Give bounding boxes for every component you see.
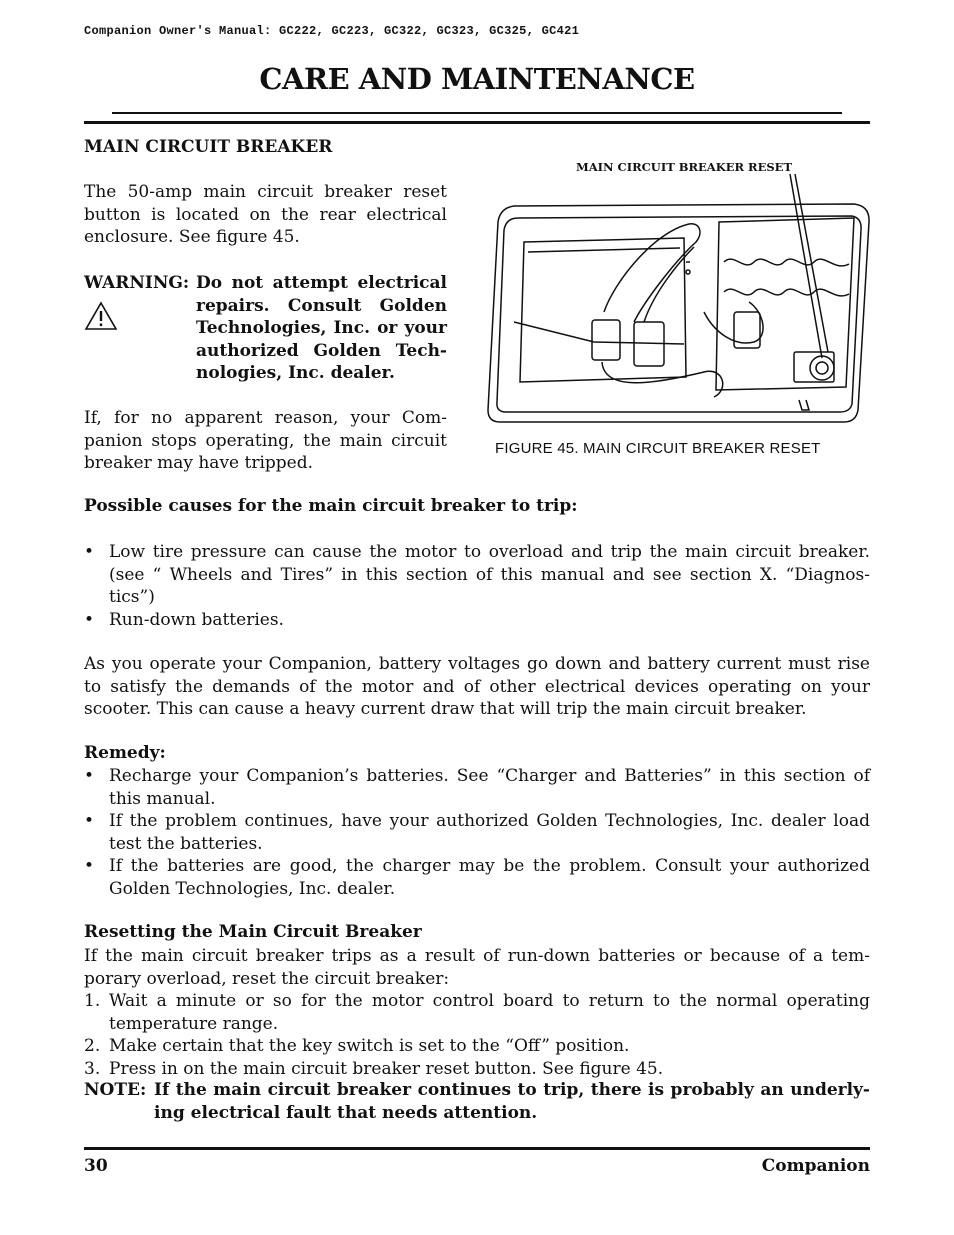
list-item [84,1035,870,1058]
warning-line: nologies, Inc. dealer. [196,363,395,383]
manual-header: Companion Owner's Manual: GC222, GC223, GC322, GC323, GC325, GC421 [84,24,580,38]
list-item-text: If the problem continues, have your authorized Golden Technologies, Inc. dealer load test the batteries. [109,811,870,854]
title-rule-thick [84,121,870,124]
list-item-text: Recharge your Companion’s batteries. See “Charger and Batteries” in this section of this manual. [109,766,870,809]
step-number: 3. [84,1058,101,1079]
step-text: Make certain that the key switch is set to the “Off” position. [109,1036,630,1056]
intro-line: button is located on the rear electrical [84,204,447,225]
page-title: CARE AND MAINTENANCE [259,62,695,96]
list-item-text: Low tire pressure can cause the motor to overload and trip the main circuit breaker. (see “ Wheels and Tires” in this section of this manual and see section X. “Diagnos-tics”) [109,542,870,607]
list-item: • Low tire pressure can cause the motor to overload and trip the main circuit breaker. (see “ Wheels and Tires” in this section of this manual and see section X. “Diagnos-tics”) [84,542,870,607]
intro-line: enclosure. See figure 45. [84,227,300,247]
intro-paragraph [84,181,447,249]
figure-label: MAIN CIRCUIT BREAKER RESET [576,160,792,174]
note-label: NOTE: [84,1080,147,1100]
if-paragraph [84,407,447,475]
list-item: • Run-down batteries. [84,609,284,630]
step-text: Wait a minute or so for the motor control board to return to the normal operating temperature range. [109,991,870,1034]
warning-line: repairs. Consult Golden [196,295,447,316]
figure-caption: FIGURE 45. MAIN CIRCUIT BREAKER RESET [495,440,821,457]
step-text: Press in on the main circuit breaker reset button. See figure 45. [109,1058,664,1079]
list-item-text: Run-down batteries. [109,609,284,630]
list-item [84,1058,870,1081]
warning-triangle-icon [84,301,118,331]
list-item: • If the batteries are good, the charger may be the problem. Consult your authorized Golden Technologies, Inc. dealer. [84,856,870,899]
operate-paragraph: As you operate your Companion, battery voltages go down and battery current must rise to satisfy the demands of the motor and of other electrical devices operating on your scooter. This can cause a heavy current draw that will trip the main circuit breaker. [84,654,870,719]
remedy-list [84,765,870,900]
step-number: 2. [84,1036,101,1056]
reset-intro: If the main circuit breaker trips as a result of run-down batteries or because of a tem-porary overload, reset the circuit breaker: [84,946,870,989]
warning-line: authorized Golden Tech- [196,340,447,361]
warning-line: Do not attempt electrical [196,273,447,293]
if-line: breaker may have tripped. [84,453,314,473]
reset-steps [84,990,870,1080]
note-text: If the main circuit breaker continues to trip, there is probably an underly-ing electrical fault that needs attention. [154,1080,870,1123]
list-item: • If the problem continues, have your authorized Golden Technologies, Inc. dealer load test the batteries. [84,811,870,854]
step-number: 1. [84,991,101,1011]
list-item: • Recharge your Companion’s batteries. See “Charger and Batteries” in this section of this manual. [84,766,870,809]
if-line: panion stops operating, the main circuit [84,430,447,451]
list-item [84,990,870,1035]
causes-heading: Possible causes for the main circuit breaker to trip: [84,496,578,516]
title-rule-thin [112,112,842,114]
circuit-breaker-figure [484,172,874,430]
remedy-heading: Remedy: [84,743,166,763]
intro-line: The 50-amp main circuit breaker reset [84,182,447,202]
causes-list [84,541,870,631]
reset-heading: Resetting the Main Circuit Breaker [84,922,422,942]
footer-rule [84,1147,870,1150]
footer-product: Companion [761,1156,870,1176]
section-title: MAIN CIRCUIT BREAKER [84,137,333,157]
warning-line: Technologies, Inc. or your [196,318,447,338]
list-item-text: If the batteries are good, the charger may be the problem. Consult your authorized Golden Technologies, Inc. dealer. [109,856,870,899]
warning-text [196,272,447,385]
warning-label: WARNING: [84,273,190,293]
page-number: 30 [84,1156,108,1176]
if-line: If, for no apparent reason, your Com- [84,408,447,428]
